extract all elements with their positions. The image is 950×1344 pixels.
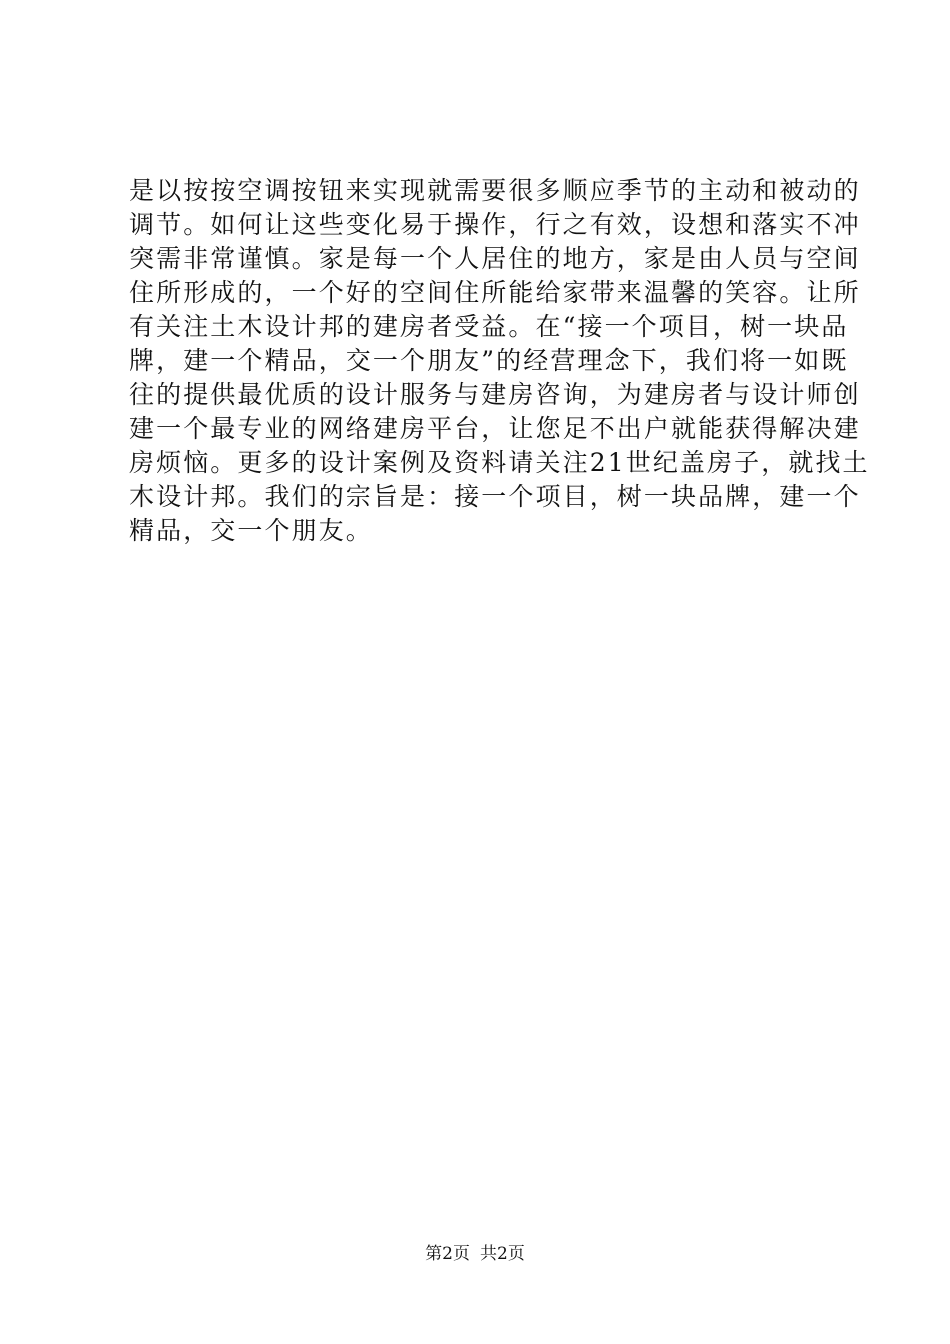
body-paragraph (129, 174, 870, 548)
page-footer (0, 1242, 950, 1266)
paragraph-line: 住所形成的，一个好的空间住所能给家带来温馨的笑容。让所 (129, 278, 861, 307)
page-number: 第2页 (425, 1244, 470, 1264)
paragraph-line: 突需非常谨慎。家是每一个人居住的地方，家是由人员与空间 (129, 244, 861, 273)
paragraph-line: 木设计邦。我们的宗旨是：接一个项目，树一块品牌，建一个 (129, 482, 861, 511)
paragraph-line: 是以按按空调按钮来实现就需要很多顺应季节的主动和被动的 (129, 176, 861, 205)
paragraph-line: 牌，建一个精品，交一个朋友”的经营理念下，我们将一如既 (129, 346, 849, 375)
page-total: 共2页 (480, 1244, 525, 1264)
paragraph-line: 建一个最专业的网络建房平台，让您足不出户就能获得解决建 (129, 414, 861, 443)
paragraph-line: 调节。如何让这些变化易于操作，行之有效，设想和落实不冲 (129, 210, 861, 239)
paragraph-line: 房烦恼。更多的设计案例及资料请关注21世纪盖房子，就找土 (129, 448, 870, 477)
paragraph-line: 往的提供最优质的设计服务与建房咨询，为建房者与设计师创 (129, 380, 861, 409)
paragraph-line: 有关注土木设计邦的建房者受益。在“接一个项目，树一块品 (129, 312, 849, 341)
paragraph-line: 精品，交一个朋友。 (129, 516, 373, 545)
